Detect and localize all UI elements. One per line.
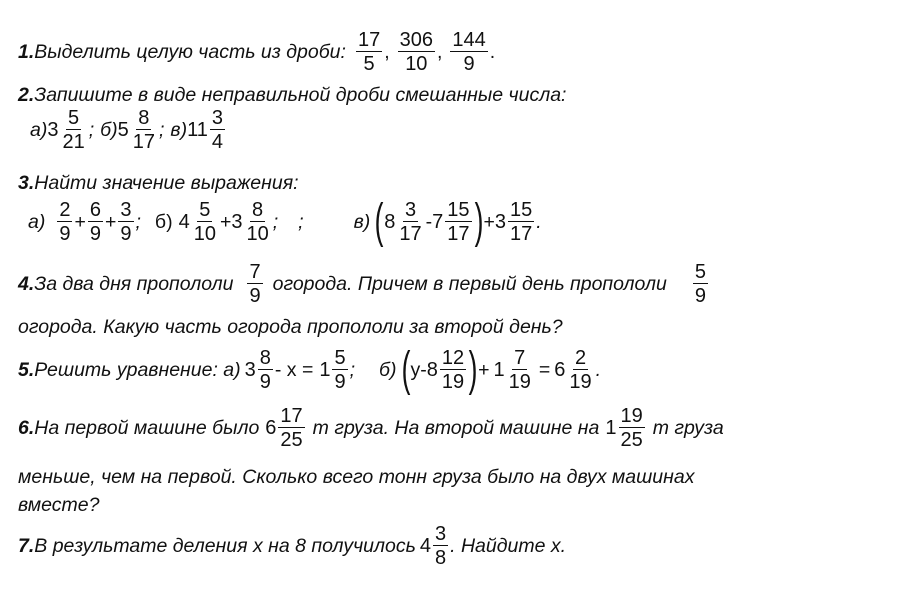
whole-part: 6 <box>554 358 566 381</box>
task-6-line-3 <box>18 494 99 517</box>
numerator: 3 <box>404 199 417 221</box>
operator: + <box>478 358 490 381</box>
numerator: 7 <box>249 261 261 283</box>
task-text: вместе? <box>18 494 100 516</box>
denominator: 19 <box>508 371 531 393</box>
numerator: 5 <box>68 107 80 129</box>
whole-part: 4 <box>178 210 190 233</box>
whole-part: 1 <box>319 358 331 381</box>
task-2-items <box>30 108 227 152</box>
task-3 <box>18 172 299 195</box>
whole-part: 5 <box>117 118 129 141</box>
numerator: 19 <box>620 405 643 427</box>
operator: + <box>483 210 495 233</box>
task-text: В результате деления х на 8 получилось <box>34 534 416 557</box>
denominator: 9 <box>249 285 261 307</box>
numerator: 3 <box>211 107 223 129</box>
task-number: 2. <box>18 84 35 106</box>
variable: у- <box>410 358 427 381</box>
fraction <box>440 348 466 392</box>
operator: + <box>104 210 117 233</box>
item-label: в) <box>353 210 371 233</box>
operator: = <box>538 358 551 381</box>
numerator: 6 <box>89 199 101 221</box>
numerator: 15 <box>447 199 470 221</box>
numerator: 306 <box>399 29 433 51</box>
separator: ; <box>272 210 279 233</box>
numerator: 144 <box>452 29 486 51</box>
task-text: огорода. Причем в первый день пропололи <box>272 272 667 295</box>
denominator: 25 <box>280 429 303 451</box>
fraction <box>258 348 273 392</box>
left-paren: ( <box>374 195 384 248</box>
whole-part: 7 <box>432 210 444 233</box>
numerator: 8 <box>252 199 264 221</box>
item-label: а) <box>28 210 46 233</box>
task-2 <box>18 84 566 107</box>
denominator: 9 <box>59 223 71 245</box>
fraction <box>88 200 103 244</box>
period: . <box>489 40 496 63</box>
task-5 <box>18 343 602 396</box>
task-text: . Найдите х. <box>450 534 567 557</box>
task-text: меньше, чем на первой. Сколько всего тонн груза было на двух машинах <box>18 466 695 488</box>
whole-part: 3 <box>231 210 243 233</box>
fraction <box>192 200 218 244</box>
denominator: 9 <box>89 223 101 245</box>
fraction <box>247 262 262 306</box>
item-label: б) <box>379 358 397 381</box>
task-number: 4. <box>18 272 35 295</box>
task-text: Решить уравнение: а) <box>34 358 241 381</box>
separator: ; <box>298 210 304 233</box>
numerator: 5 <box>694 261 706 283</box>
fraction <box>244 200 270 244</box>
period: . <box>595 358 602 381</box>
denominator: 25 <box>620 429 643 451</box>
denominator: 9 <box>259 371 271 393</box>
numerator: 17 <box>357 29 381 51</box>
denominator: 10 <box>193 223 216 245</box>
numerator: 2 <box>574 347 587 369</box>
whole-part: 1 <box>605 416 617 439</box>
denominator: 9 <box>694 285 706 307</box>
whole-part: 6 <box>265 416 277 439</box>
denominator: 4 <box>211 131 223 153</box>
separator: ; <box>349 358 356 381</box>
numerator: 17 <box>280 405 303 427</box>
operator: + <box>74 210 86 233</box>
fraction <box>693 262 708 306</box>
task-4 <box>18 262 710 306</box>
separator: , <box>384 40 390 63</box>
fraction <box>397 200 423 244</box>
task-6 <box>18 406 724 450</box>
denominator: 17 <box>399 223 422 245</box>
fraction <box>210 108 225 152</box>
numerator: 5 <box>199 199 211 221</box>
operator: - <box>425 210 433 233</box>
fraction <box>118 200 133 244</box>
task-6-line-2 <box>18 466 694 489</box>
operator: + <box>219 210 232 233</box>
equation-middle: - х = <box>274 358 314 381</box>
task-text: Выделить целую часть из дроби: <box>34 40 346 63</box>
fraction <box>398 30 435 74</box>
task-7 <box>18 524 566 568</box>
whole-part: 8 <box>384 210 396 233</box>
separator: ; <box>88 118 95 141</box>
item-label: а) <box>30 118 48 141</box>
whole-part: 4 <box>419 534 431 557</box>
task-text: т груза. На второй машине на <box>312 416 600 439</box>
fraction <box>619 406 645 450</box>
denominator: 8 <box>434 547 447 569</box>
separator: ; <box>135 210 141 233</box>
fraction <box>131 108 157 152</box>
separator: , <box>437 40 443 63</box>
whole-part: 1 <box>493 358 505 381</box>
task-number: 5. <box>18 358 35 381</box>
denominator: 5 <box>363 53 375 75</box>
numerator: 7 <box>514 347 526 369</box>
whole-part: 3 <box>494 210 506 233</box>
whole-part: 3 <box>244 358 256 381</box>
task-text: За два дня пропололи <box>34 272 234 295</box>
right-paren: ) <box>474 195 483 248</box>
numerator: 8 <box>138 107 150 129</box>
denominator: 17 <box>447 223 470 245</box>
whole-part: 3 <box>47 118 59 141</box>
separator: ; <box>158 118 165 141</box>
task-text: т груза <box>652 416 724 439</box>
numerator: 15 <box>510 199 533 221</box>
task-number: 7. <box>18 534 35 557</box>
denominator: 21 <box>62 131 85 153</box>
task-3-items <box>28 195 542 248</box>
task-text: На первой машине было <box>34 416 260 439</box>
denominator: 17 <box>132 131 155 153</box>
item-label: б) <box>100 118 118 141</box>
task-number: 3. <box>18 172 35 194</box>
task-text: Найти значение выражения: <box>34 172 299 194</box>
task-text: огорода. Какую часть огорода пропололи за второй день? <box>18 316 563 338</box>
denominator: 9 <box>334 371 346 393</box>
item-label: б) <box>154 210 173 233</box>
numerator: 8 <box>259 347 271 369</box>
denominator: 9 <box>120 223 132 245</box>
task-text: Запишите в виде неправильной дроби смешанные числа: <box>34 84 567 106</box>
fraction <box>60 108 86 152</box>
fraction <box>445 200 471 244</box>
fraction <box>57 200 72 244</box>
denominator: 17 <box>510 223 533 245</box>
fraction <box>332 348 347 392</box>
right-paren: ) <box>468 343 478 396</box>
item-label: в) <box>170 118 188 141</box>
denominator: 19 <box>441 371 465 393</box>
whole-part: 8 <box>426 358 438 381</box>
denominator: 9 <box>463 53 475 75</box>
denominator: 10 <box>405 53 428 75</box>
numerator: 5 <box>334 347 346 369</box>
fraction <box>507 348 533 392</box>
fraction <box>508 200 534 244</box>
fraction <box>433 524 448 568</box>
task-1 <box>18 30 495 74</box>
denominator: 19 <box>569 371 592 393</box>
denominator: 10 <box>246 223 269 245</box>
whole-part: 11 <box>187 118 208 141</box>
fraction <box>356 30 382 74</box>
period: . <box>536 210 542 233</box>
numerator: 2 <box>59 199 71 221</box>
task-number: 6. <box>18 416 35 439</box>
fraction <box>567 348 593 392</box>
numerator: 12 <box>441 347 465 369</box>
task-number: 1. <box>18 40 35 63</box>
numerator: 3 <box>120 199 132 221</box>
numerator: 3 <box>434 523 447 545</box>
left-paren: ( <box>401 343 410 396</box>
fraction <box>278 406 304 450</box>
task-4-line-2 <box>18 316 563 339</box>
fraction <box>450 30 487 74</box>
